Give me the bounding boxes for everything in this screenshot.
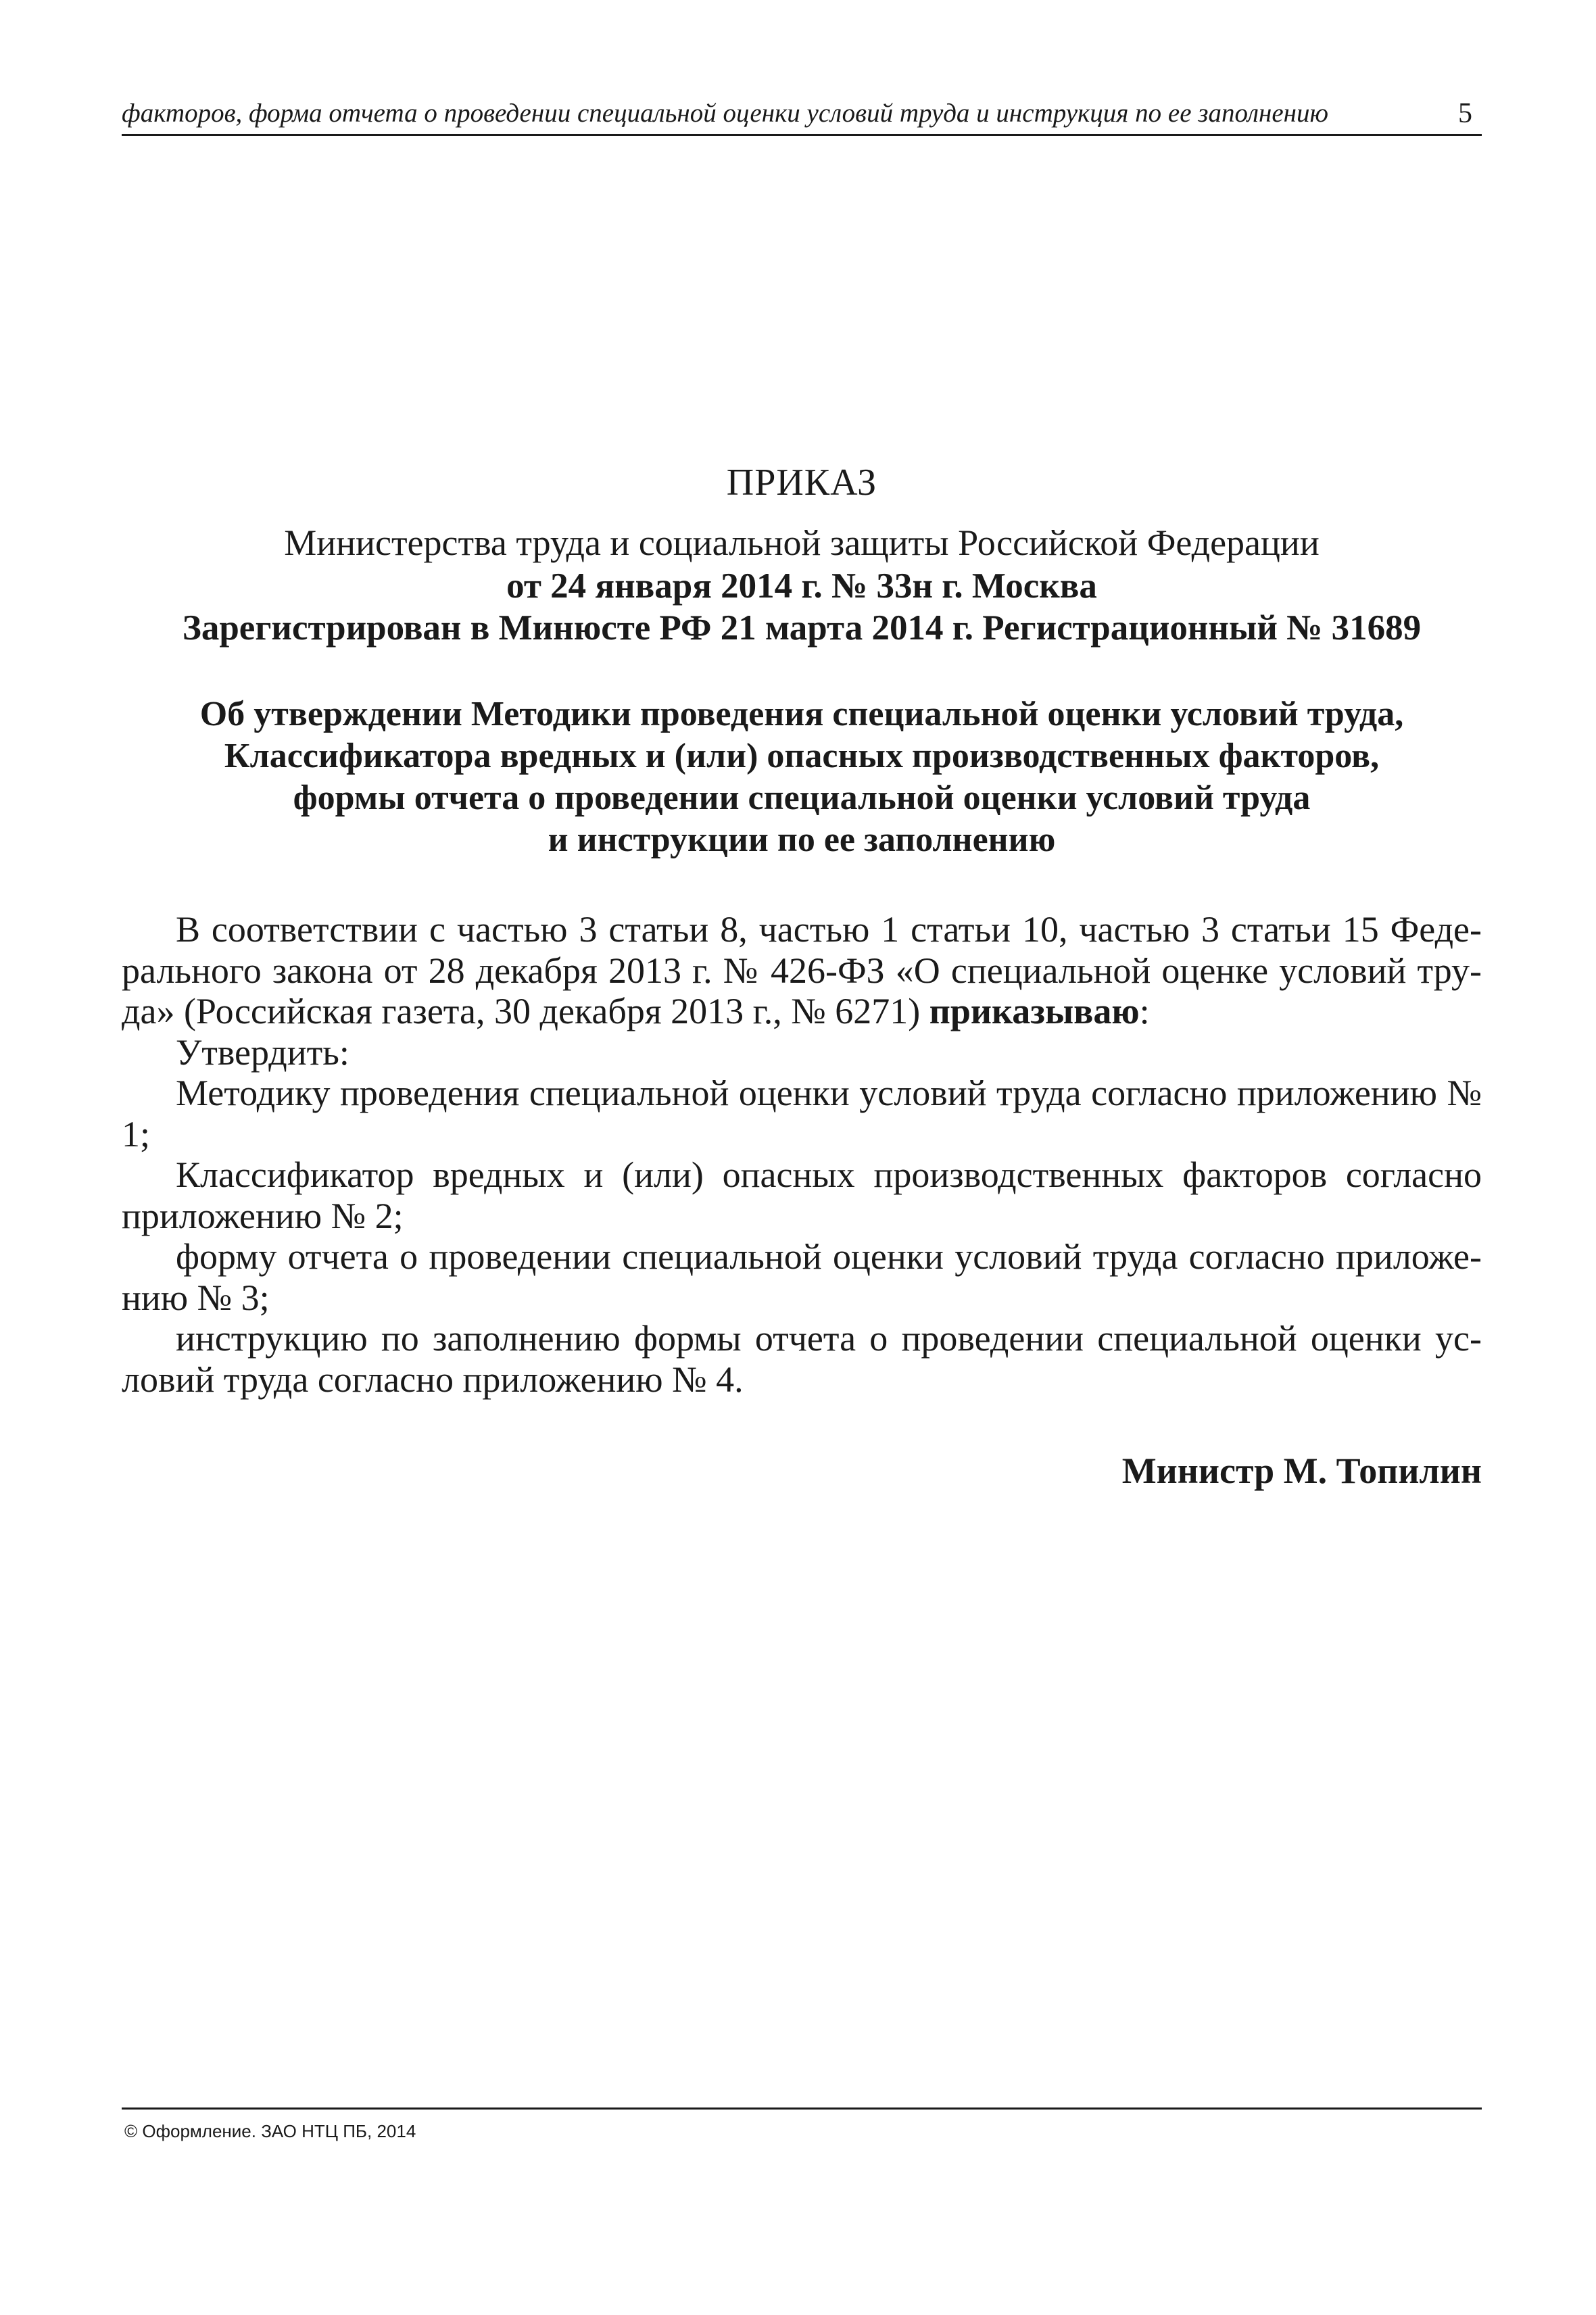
approve-paragraph: Утвердить:	[176, 1031, 349, 1073]
footer-copyright: © Оформление. ЗАО НТЦ ПБ, 2014	[124, 2121, 416, 2141]
subject-line: Об утверждении Методики проведения специальной оценки условий труда,	[199, 695, 1404, 733]
document-type: ПРИКАЗ	[726, 462, 877, 504]
running-header	[122, 93, 1482, 136]
date-number: от 24 января 2014 г. № 33н г. Москва	[506, 566, 1097, 606]
subject-heading	[122, 693, 1482, 861]
footer-divider	[122, 2107, 1482, 2110]
order-colon: :	[1139, 991, 1150, 1031]
list-item: Классификатор вредных и (или) опасных производственных факторов согласно приложению № 2;	[122, 1154, 1482, 1236]
preamble-paragraph	[122, 909, 1482, 1032]
list-item: Методику проведения специальной оценки условий труда согласно приложению № 1;	[122, 1073, 1482, 1154]
registration: Зарегистрирован в Минюсте РФ 21 марта 2014 г. Регистрационный № 31689	[182, 608, 1422, 648]
page-number: 5	[1458, 98, 1472, 129]
issuer: Министерства труда и социальной защиты Российской Федерации	[284, 522, 1320, 563]
subject-line: формы отчета о проведении специальной оценки условий труда	[293, 779, 1311, 817]
subject-line: и инструкции по ее заполнению	[548, 821, 1056, 859]
list-item: форму отчета о проведении специальной оценки условий труда согласно приложению № 3;	[122, 1236, 1482, 1318]
title-block	[122, 460, 1482, 861]
signature: Министр М. Топилин	[1121, 1451, 1482, 1491]
order-word: приказываю	[929, 991, 1140, 1031]
subject-line: Классификатора вредных и (или) опасных производственных факторов,	[224, 737, 1380, 775]
list-item: инструкцию по заполнению формы отчета о проведении специальной оценки условий труда согласно приложению № 4.	[122, 1318, 1482, 1400]
preamble-text: В соответствии с частью 3 статьи 8, частью 1 статьи 10, частью 3 статьи 15 Федерального закона от 28 декабря 2013 г. № 426-ФЗ «О специальной оценке условий труда» (Российская газета, 30 декабря 2013 г., № 6271)	[122, 909, 1482, 1031]
running-header-title: факторов, форма отчета о проведении специальной оценки условий труда и инструкция по ее заполнению	[122, 99, 1329, 128]
body-text	[122, 909, 1482, 1400]
